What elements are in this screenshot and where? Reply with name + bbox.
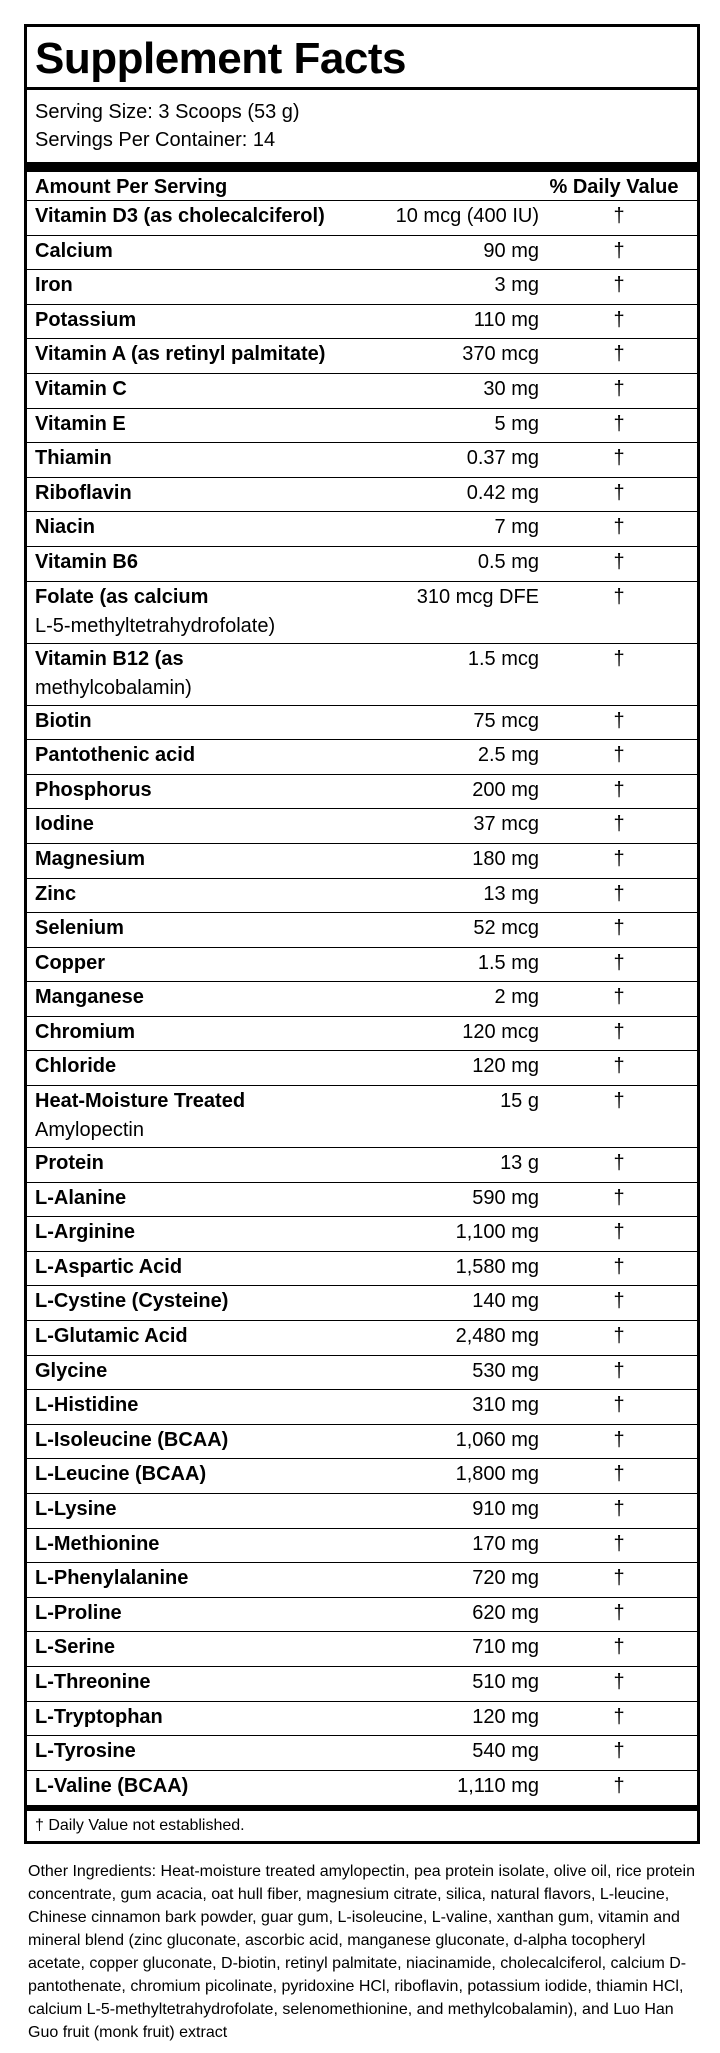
nutrient-name: Vitamin C: [35, 377, 127, 400]
nutrient-amount: 1,110 mg: [457, 1774, 539, 1797]
nutrient-name-cell: [35, 1253, 339, 1282]
nutrient-daily-value: †: [613, 1498, 625, 1520]
nutrient-daily-value: †: [613, 274, 625, 297]
nutrient-amount: 710 mg: [472, 1636, 539, 1659]
other-ingredients: Other Ingredients: Heat-moisture treated amylopectin, pea protein isolate, olive oil, rice protein concentrate, gum acacia, oat hull fiber, magnesium citrate, silica, natural flavors, L-leucine, Chinese cinnamon bark powder, guar gum, L-isoleucine, L-valine, xanthan gum, vitamin and mineral blend (zinc gluconate, ascorbic acid, manganese gluconate, d-alpha tocopheryl acetate, copper gluconate, D-biotin, retinyl palmitate, niacinamide, cholecalciferol, calcium D-pantothenate, chromium picolinate, pyridoxine HCl, riboflavin, potassium iodide, thiamin HCl, calcium L-5-methyltetrahydrofolate, selenomethionine, and methylcobalamin), and Luo Han Guo fruit (monk fruit) extract: [28, 1863, 696, 2041]
nutrient-name-continued: Amylopectin: [35, 1119, 144, 1142]
nutrient-amount: 1,060 mg: [455, 1428, 539, 1451]
nutrient-amount: 37 mcg: [473, 813, 539, 836]
nutrient-row: [27, 1051, 697, 1086]
nutrient-amount: 2,480 mg: [455, 1325, 539, 1348]
nutrient-amount: 7 mg: [494, 516, 539, 539]
nutrient-name: Riboflavin: [35, 481, 132, 504]
nutrient-name-cell: [35, 707, 339, 736]
nutrient-daily-value: †: [613, 1055, 625, 1078]
nutrient-name-cell: [35, 1287, 339, 1316]
nutrient-row: [27, 1736, 697, 1771]
nutrient-row: [27, 512, 697, 547]
nutrient-amount: 720 mg: [472, 1567, 539, 1590]
nutrient-name-cell: [35, 1357, 339, 1386]
nutrient-daily-value: †: [613, 917, 625, 940]
panel-title: Supplement Facts: [35, 34, 406, 83]
nutrient-amount: 910 mg: [472, 1498, 539, 1520]
nutrient-name-cell: [35, 237, 339, 266]
nutrient-daily-value: †: [613, 1636, 625, 1659]
nutrient-name: Selenium: [35, 917, 124, 940]
nutrient-row: [27, 644, 697, 706]
nutrient-row: [27, 1017, 697, 1052]
nutrient-daily-value: †: [613, 308, 625, 331]
nutrient-daily-value: †: [613, 1705, 625, 1728]
nutrient-amount: 13 mg: [483, 882, 539, 905]
nutrient-name: L-Valine (BCAA): [35, 1774, 189, 1797]
nutrient-daily-value: †: [613, 778, 625, 801]
nutrient-row: [27, 948, 697, 983]
nutrient-daily-value: †: [613, 1463, 625, 1486]
nutrient-amount: 52 mcg: [473, 917, 539, 940]
nutrient-amount: 140 mg: [472, 1290, 539, 1313]
nutrient-row: [27, 547, 697, 582]
nutrient-amount: 530 mg: [472, 1359, 539, 1382]
nutrient-name-cell: [35, 1564, 339, 1593]
nutrient-daily-value: †: [613, 1567, 625, 1590]
nutrient-name-cell: [35, 949, 339, 978]
nutrient-amount: 15 g: [500, 1090, 539, 1113]
nutrient-name: L-Arginine: [35, 1221, 135, 1244]
nutrient-amount: 310 mg: [472, 1394, 539, 1417]
nutrient-amount: 1.5 mg: [477, 951, 539, 974]
nutrient-daily-value: †: [613, 1359, 625, 1382]
nutrient-row: [27, 1598, 697, 1633]
nutrient-daily-value: †: [613, 882, 625, 905]
nutrient-daily-value: †: [613, 343, 625, 366]
nutrient-daily-value: †: [613, 585, 625, 608]
nutrient-amount: 120 mg: [472, 1055, 539, 1078]
daily-value-footnote: † Daily Value not established.: [35, 1817, 245, 1835]
amount-per-serving-header: Amount Per Serving: [35, 176, 228, 198]
nutrient-name: L-Alanine: [35, 1186, 127, 1209]
nutrient-name: Chloride: [35, 1055, 117, 1078]
nutrient-amount: 370 mcg: [462, 343, 539, 366]
nutrient-row: [27, 1425, 697, 1460]
nutrient-amount: 1,100 mg: [455, 1221, 539, 1244]
nutrient-row: [27, 879, 697, 914]
nutrient-row: [27, 1321, 697, 1356]
nutrient-daily-value: †: [613, 205, 625, 227]
nutrient-name-cell: [35, 1668, 339, 1697]
nutrient-amount: 120 mcg: [462, 1020, 539, 1043]
serving-size: Serving Size: 3 Scoops (53 g): [35, 101, 300, 123]
nutrient-amount: 110 mg: [473, 308, 539, 331]
nutrient-name: L-Leucine (BCAA): [35, 1463, 207, 1486]
nutrient-name-cell: [35, 202, 339, 231]
nutrient-name-cell: [35, 1530, 339, 1559]
nutrient-name-cell: [35, 1495, 339, 1524]
nutrient-row: [27, 1286, 697, 1321]
nutrient-name: L-Serine: [35, 1636, 116, 1659]
nutrient-daily-value: †: [613, 412, 625, 435]
nutrient-name-cell: [35, 1018, 339, 1047]
nutrient-row: [27, 582, 697, 644]
nutrient-daily-value: †: [613, 1428, 625, 1451]
nutrient-name-continued: L-5-methyltetrahydrofolate): [35, 614, 276, 637]
nutrient-name-cell: [35, 1052, 339, 1081]
nutrient-name-cell: [35, 375, 339, 404]
nutrient-row: [27, 409, 697, 444]
nutrient-daily-value: †: [613, 1221, 625, 1244]
nutrient-name: L-Tryptophan: [35, 1705, 163, 1728]
nutrient-row: [27, 339, 697, 374]
nutrient-amount: 10 mcg (400 IU): [395, 205, 539, 227]
nutrient-amount: 180 mg: [472, 847, 539, 870]
nutrient-row: [27, 844, 697, 879]
nutrient-name-cell: [35, 340, 339, 369]
nutrient-amount: 310 mcg DFE: [416, 585, 539, 608]
nutrient-name-cell: [35, 741, 339, 770]
nutrient-row: [27, 374, 697, 409]
nutrient-daily-value: †: [613, 744, 625, 767]
supplement-facts-panel: [24, 24, 700, 1844]
nutrient-daily-value: †: [613, 1532, 625, 1555]
nutrient-name: Protein: [35, 1152, 104, 1175]
nutrient-daily-value: †: [613, 1186, 625, 1209]
nutrient-daily-value: †: [613, 1020, 625, 1043]
nutrient-row: [27, 1632, 697, 1667]
nutrient-row: [27, 1183, 697, 1218]
nutrient-daily-value: †: [613, 647, 625, 670]
nutrient-name: Thiamin: [35, 447, 112, 470]
nutrient-name-cell: [35, 983, 339, 1012]
nutrient-name: L-Glutamic Acid: [35, 1325, 188, 1348]
nutrient-amount: 30 mg: [483, 377, 539, 400]
nutrient-name: Vitamin D3 (as cholecalciferol): [35, 205, 325, 227]
nutrient-daily-value: †: [613, 1670, 625, 1693]
nutrient-name: L-Isoleucine (BCAA): [35, 1428, 229, 1451]
nutrient-daily-value: †: [613, 516, 625, 539]
nutrient-name: Calcium: [35, 239, 113, 262]
nutrient-name-cell: [35, 1460, 339, 1489]
nutrient-name-cell: [35, 645, 339, 703]
nutrient-daily-value: †: [613, 1601, 625, 1624]
nutrient-name-cell: [35, 1149, 339, 1178]
nutrient-name: Vitamin B6: [35, 550, 138, 573]
nutrient-name-cell: [35, 306, 339, 335]
nutrient-name-cell: [35, 1087, 339, 1145]
nutrient-amount: 170 mg: [472, 1532, 539, 1555]
nutrient-name-cell: [35, 1633, 339, 1662]
nutrient-name-cell: [35, 1322, 339, 1351]
nutrient-amount: 90 mg: [483, 239, 539, 262]
nutrient-name-cell: [35, 1737, 339, 1766]
nutrient-name: L-Tyrosine: [35, 1740, 136, 1763]
nutrient-amount: 120 mg: [472, 1705, 539, 1728]
nutrient-amount: 510 mg: [472, 1670, 539, 1693]
nutrient-name: Copper: [35, 951, 105, 974]
nutrient-amount: 1,580 mg: [455, 1255, 539, 1278]
nutrient-daily-value: †: [613, 481, 625, 504]
nutrient-row: [27, 1771, 697, 1806]
nutrient-row: [27, 706, 697, 741]
nutrient-name: Glycine: [35, 1359, 108, 1382]
nutrient-row: [27, 913, 697, 948]
nutrient-row: [27, 1667, 697, 1702]
nutrient-row: [27, 478, 697, 513]
nutrient-name: L-Threonine: [35, 1670, 151, 1693]
nutrient-row: [27, 443, 697, 478]
nutrient-daily-value: †: [613, 951, 625, 974]
nutrient-daily-value: †: [613, 1255, 625, 1278]
nutrient-daily-value: †: [613, 1740, 625, 1763]
nutrient-amount: 13 g: [500, 1152, 539, 1175]
nutrient-name: Pantothenic acid: [35, 744, 196, 767]
nutrient-name-cell: [35, 1703, 339, 1732]
nutrient-row: [27, 1702, 697, 1737]
nutrient-name-cell: [35, 583, 339, 641]
nutrient-name: L-Phenylalanine: [35, 1567, 189, 1590]
nutrient-amount: 5 mg: [494, 412, 539, 435]
nutrient-amount: 620 mg: [472, 1601, 539, 1624]
nutrient-amount: 1.5 mcg: [467, 647, 539, 670]
nutrient-name-cell: [35, 444, 339, 473]
nutrient-name-cell: [35, 810, 339, 839]
nutrient-name-continued: methylcobalamin): [35, 676, 192, 699]
nutrient-row: [27, 775, 697, 810]
nutrient-name: Potassium: [35, 308, 137, 331]
nutrient-name: Phosphorus: [35, 778, 152, 801]
nutrient-amount: 75 mcg: [473, 709, 539, 732]
nutrient-daily-value: †: [613, 709, 625, 732]
nutrient-amount: 0.42 mg: [466, 481, 539, 504]
nutrient-amount: 2 mg: [494, 986, 539, 1009]
nutrient-name-cell: [35, 1599, 339, 1628]
nutrient-name: Vitamin E: [35, 412, 126, 435]
nutrient-daily-value: †: [613, 447, 625, 470]
nutrient-name-cell: [35, 1772, 339, 1801]
nutrient-name: L-Histidine: [35, 1394, 139, 1417]
nutrient-row: [27, 1390, 697, 1425]
nutrient-name-cell: [35, 410, 339, 439]
nutrient-daily-value: †: [613, 1152, 625, 1175]
nutrient-row: [27, 740, 697, 775]
nutrient-amount: 3 mg: [494, 274, 539, 297]
nutrient-amount: 590 mg: [472, 1186, 539, 1209]
nutrient-row: [27, 1494, 697, 1529]
nutrient-rows: [27, 201, 697, 1805]
nutrient-row: [27, 1563, 697, 1598]
nutrient-name: L-Methionine: [35, 1532, 160, 1555]
nutrient-name: Biotin: [35, 709, 92, 732]
nutrient-row: [27, 1356, 697, 1391]
nutrient-daily-value: †: [613, 1394, 625, 1417]
nutrient-row: [27, 270, 697, 305]
nutrient-row: [27, 236, 697, 271]
nutrient-name: L-Proline: [35, 1601, 122, 1624]
nutrient-daily-value: †: [613, 550, 625, 573]
nutrient-name: Heat-Moisture Treated: [35, 1090, 246, 1113]
nutrient-name: Magnesium: [35, 847, 146, 870]
nutrient-name-cell: [35, 1426, 339, 1455]
nutrient-name-cell: [35, 1391, 339, 1420]
nutrient-row: [27, 1252, 697, 1287]
serving-divider: [27, 162, 697, 172]
nutrient-daily-value: †: [613, 1290, 625, 1313]
daily-value-header: % Daily Value: [549, 176, 679, 198]
nutrient-row: [27, 305, 697, 340]
nutrient-daily-value: †: [613, 239, 625, 262]
nutrient-name-cell: [35, 914, 339, 943]
nutrient-row: [27, 1086, 697, 1148]
servings-per-container: Servings Per Container: 14: [35, 129, 276, 151]
nutrient-daily-value: †: [613, 1774, 625, 1797]
nutrient-name-cell: [35, 845, 339, 874]
nutrient-name: Iodine: [35, 813, 94, 836]
nutrient-daily-value: †: [613, 1090, 625, 1113]
column-header-row: [27, 172, 697, 200]
nutrient-row: [27, 1217, 697, 1252]
nutrient-name-cell: [35, 271, 339, 300]
nutrient-row: [27, 1459, 697, 1494]
nutrient-name: L-Cystine (Cysteine): [35, 1290, 229, 1313]
nutrient-daily-value: †: [613, 986, 625, 1009]
nutrient-amount: 540 mg: [472, 1740, 539, 1763]
nutrient-amount: 200 mg: [472, 778, 539, 801]
nutrient-amount: 0.5 mg: [477, 550, 539, 573]
nutrient-amount: 0.37 mg: [466, 447, 539, 470]
nutrient-name-cell: [35, 1184, 339, 1213]
nutrient-name: L-Aspartic Acid: [35, 1255, 183, 1278]
nutrient-row: [27, 809, 697, 844]
nutrient-name-cell: [35, 776, 339, 805]
nutrient-name: Manganese: [35, 986, 144, 1009]
nutrient-name: L-Lysine: [35, 1498, 117, 1520]
nutrient-name: Vitamin B12 (as: [35, 647, 184, 670]
nutrient-daily-value: †: [613, 377, 625, 400]
nutrient-name: Folate (as calcium: [35, 585, 209, 608]
nutrient-row: [27, 982, 697, 1017]
nutrient-name: Niacin: [35, 516, 96, 539]
nutrient-name: Chromium: [35, 1020, 135, 1043]
nutrient-name-cell: [35, 513, 339, 542]
nutrient-name-cell: [35, 880, 339, 909]
nutrient-daily-value: †: [613, 847, 625, 870]
nutrient-name: Iron: [35, 274, 73, 297]
nutrient-daily-value: †: [613, 813, 625, 836]
nutrient-row: [27, 1529, 697, 1564]
nutrient-name-cell: [35, 479, 339, 508]
serving-info: [27, 90, 697, 162]
nutrient-name-cell: [35, 1218, 339, 1247]
nutrient-amount: 2.5 mg: [477, 744, 539, 767]
nutrient-row: [27, 201, 697, 236]
nutrient-amount: 1,800 mg: [455, 1463, 539, 1486]
nutrient-daily-value: †: [613, 1325, 625, 1348]
nutrient-name-cell: [35, 548, 339, 577]
nutrient-name: Zinc: [35, 882, 77, 905]
nutrient-name: Vitamin A (as retinyl palmitate): [35, 343, 326, 366]
nutrient-row: [27, 1148, 697, 1183]
